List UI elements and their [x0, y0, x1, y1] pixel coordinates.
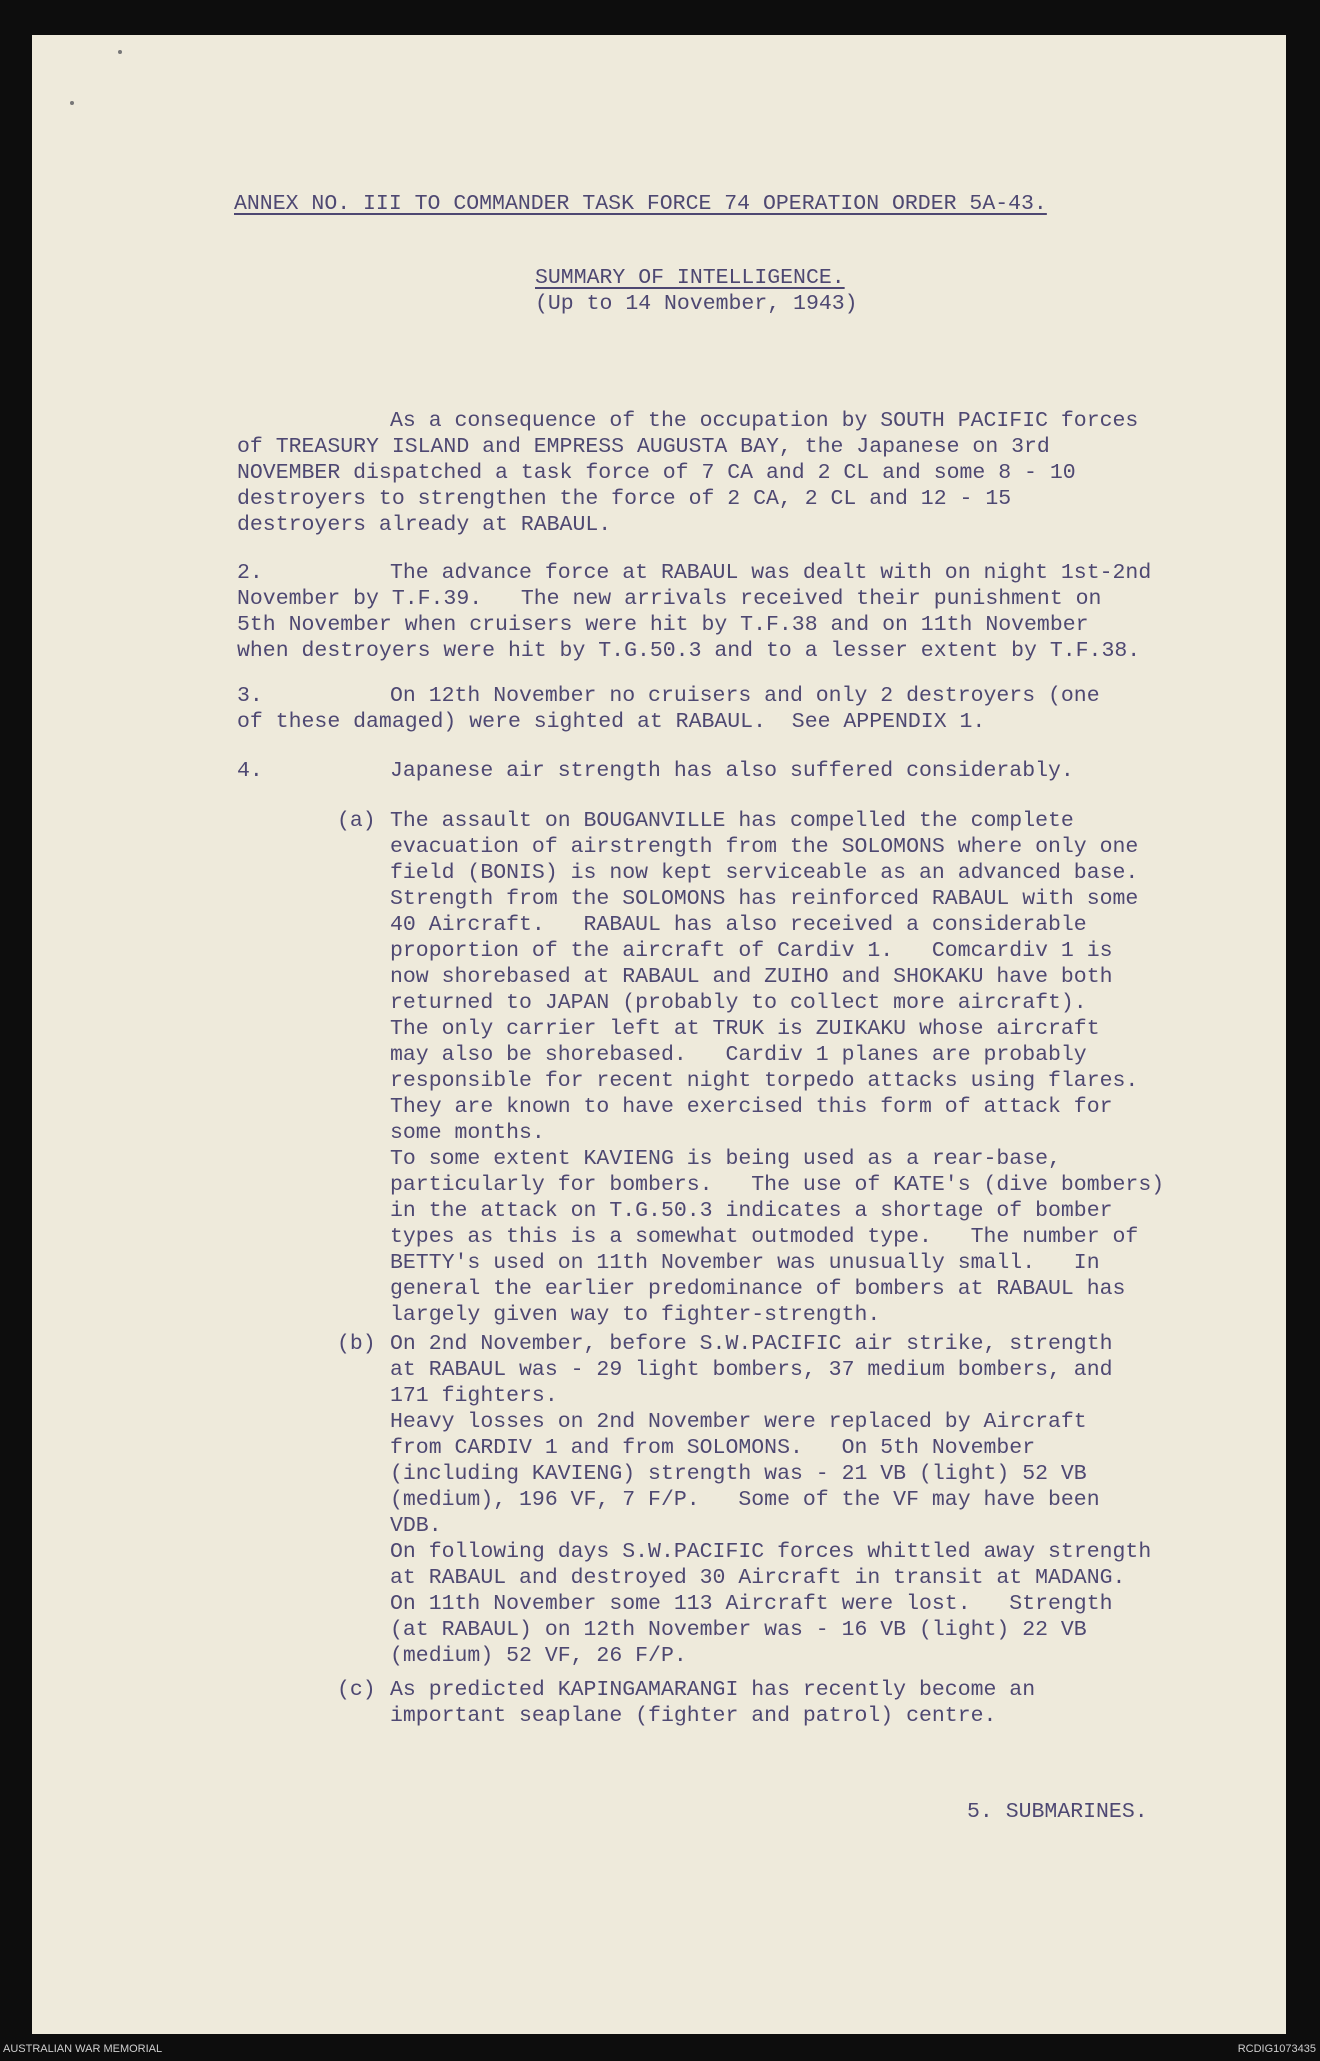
summary-date: (Up to 14 November, 1943) — [535, 292, 858, 316]
sub-a-line: in the attack on T.G.50.3 indicates a shortage of bomber — [390, 1199, 1113, 1223]
para3-number: 3. — [237, 684, 263, 708]
sub-b-line: at RABAUL was - 29 light bombers, 37 medium bombers, and — [390, 1358, 1113, 1382]
sub-b-line: Heavy losses on 2nd November were replaced by Aircraft — [390, 1410, 1087, 1434]
sub-a-line: To some extent KAVIENG is being used as a rear-base, — [390, 1147, 1061, 1171]
sub-a-line: types as this is a somewhat outmoded type. The number of — [390, 1225, 1139, 1249]
sub-a-line: field (BONIS) is now kept serviceable as an advanced base. — [390, 861, 1139, 885]
sub-a-line: proportion of the aircraft of Cardiv 1. Comcardiv 1 is — [390, 939, 1113, 963]
para1-line: of TREASURY ISLAND and EMPRESS AUGUSTA BAY, the Japanese on 3rd — [237, 435, 1050, 459]
para2-line: 5th November when cruisers were hit by T.F.38 and on 11th November — [237, 613, 1089, 637]
sub-a-line: now shorebased at RABAUL and ZUIHO and SHOKAKU have both — [390, 965, 1113, 989]
sub-a-line: BETTY's used on 11th November was unusually small. In — [390, 1251, 1100, 1275]
sub-b-label: (b) — [337, 1332, 376, 1356]
sub-a-line: responsible for recent night torpedo attacks using flares. — [390, 1069, 1139, 1093]
footer-archive-name: AUSTRALIAN WAR MEMORIAL — [3, 2043, 163, 2055]
sub-a-line: largely given way to fighter-strength. — [390, 1303, 881, 1327]
para1-line: destroyers already at RABAUL. — [237, 513, 612, 537]
sub-b-line: (medium), 196 VF, 7 F/P. Some of the VF may have been — [390, 1488, 1100, 1512]
punch-hole — [70, 101, 74, 105]
sub-a-line: may also be shorebased. Cardiv 1 planes are probably — [390, 1043, 1087, 1067]
sub-a-line: They are known to have exercised this form of attack for — [390, 1095, 1113, 1119]
sub-a-line: general the earlier predominance of bombers at RABAUL has — [390, 1277, 1126, 1301]
sub-a-line: returned to JAPAN (probably to collect more aircraft). — [390, 991, 1087, 1015]
sub-b-line: 171 fighters. — [390, 1384, 558, 1408]
sub-b-line: On 11th November some 113 Aircraft were lost. Strength — [390, 1592, 1113, 1616]
para4-number: 4. — [237, 759, 263, 783]
sub-c-line: important seaplane (fighter and patrol) centre. — [390, 1704, 997, 1728]
sub-a-line: evacuation of airstrength from the SOLOMONS where only one — [390, 835, 1139, 859]
para2-line: November by T.F.39. The new arrivals received their punishment on — [237, 587, 1102, 611]
sub-a-line: The only carrier left at TRUK is ZUIKAKU whose aircraft — [390, 1017, 1100, 1041]
para2-line: when destroyers were hit by T.G.50.3 and to a lesser extent by T.F.38. — [237, 639, 1141, 663]
summary-title: SUMMARY OF INTELLIGENCE. — [535, 266, 845, 290]
para1-line: destroyers to strengthen the force of 2 CA, 2 CL and 12 - 15 — [237, 487, 1012, 511]
para2-number: 2. — [237, 561, 263, 585]
para3-line: On 12th November no cruisers and only 2 destroyers (one — [390, 684, 1100, 708]
sub-a-line: particularly for bombers. The use of KATE's (dive bombers) — [390, 1173, 1165, 1197]
sub-a-line: The assault on BOUGANVILLE has compelled the complete — [390, 809, 1074, 833]
sub-b-line: at RABAUL and destroyed 30 Aircraft in transit at MADANG. — [390, 1566, 1126, 1590]
para3-line: of these damaged) were sighted at RABAUL. See APPENDIX 1. — [237, 710, 986, 734]
para4-text: Japanese air strength has also suffered considerably. — [390, 759, 1074, 783]
para1-line: NOVEMBER dispatched a task force of 7 CA and 2 CL and some 8 - 10 — [237, 461, 1076, 485]
para2-line: The advance force at RABAUL was dealt with on night 1st-2nd — [390, 561, 1152, 585]
sub-b-line: On following days S.W.PACIFIC forces whittled away strength — [390, 1540, 1152, 1564]
sub-b-line: VDB. — [390, 1514, 442, 1538]
sub-a-line: 40 Aircraft. RABAUL has also received a considerable — [390, 913, 1087, 937]
footer-record-id: RCDIG1073435 — [1237, 2043, 1316, 2055]
punch-hole — [118, 50, 122, 54]
sub-b-line: (at RABAUL) on 12th November was - 16 VB (light) 22 VB — [390, 1618, 1087, 1642]
annex-title: ANNEX NO. III TO COMMANDER TASK FORCE 74 OPERATION ORDER 5A-43. — [234, 192, 1047, 216]
sub-c-line: As predicted KAPINGAMARANGI has recently become an — [390, 1678, 1036, 1702]
sub-a-label: (a) — [337, 809, 376, 833]
sub-b-line: from CARDIV 1 and from SOLOMONS. On 5th November — [390, 1436, 1036, 1460]
sub-a-line: some months. — [390, 1121, 545, 1145]
sub-b-line: (including KAVIENG) strength was - 21 VB (light) 52 VB — [390, 1462, 1087, 1486]
para1-line: As a consequence of the occupation by SOUTH PACIFIC forces — [390, 409, 1139, 433]
sub-b-line: On 2nd November, before S.W.PACIFIC air strike, strength — [390, 1332, 1113, 1356]
sub-c-label: (c) — [337, 1678, 376, 1702]
sub-a-line: Strength from the SOLOMONS has reinforced RABAUL with some — [390, 887, 1139, 911]
next-page-heading: 5. SUBMARINES. — [967, 1800, 1148, 1824]
sub-b-line: (medium) 52 VF, 26 F/P. — [390, 1644, 687, 1668]
